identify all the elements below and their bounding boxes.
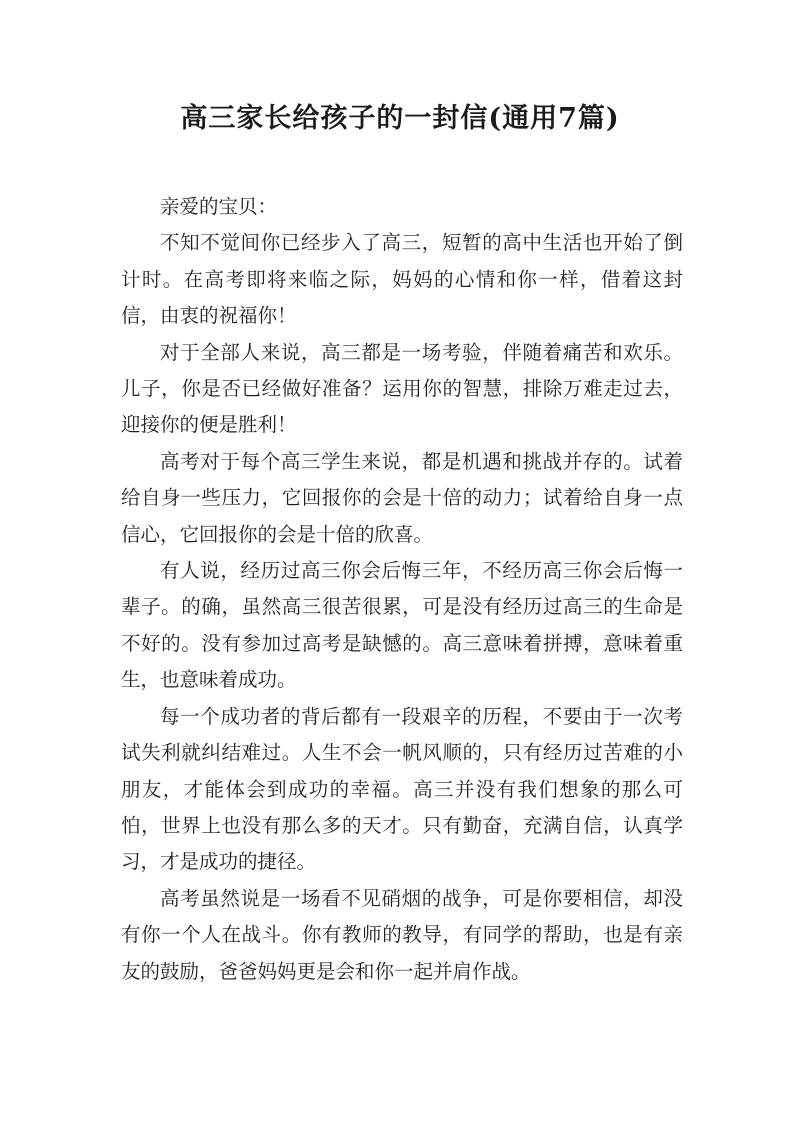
paragraph: 不知不觉间你已经步入了高三，短暂的高中生活也开始了倒计时。在高考即将来临之际，妈妈的心情和你一样，借着这封信，由衷的祝福你！ — [121, 231, 683, 328]
paragraph: 有人说，经历过高三你会后悔三年，不经历高三你会后悔一辈子。的确，虽然高三很苦很累，可是没有经历过高三的生命是不好的。没有参加过高考是缺憾的。高三意味着拼搏，意味着重生，也意味着成功。 — [121, 559, 683, 692]
paragraph: 每一个成功者的背后都有一段艰辛的历程，不要由于一次考试失利就纠结难过。人生不会一帆风顺的，只有经历过苦难的小朋友，才能体会到成功的幸福。高三并没有我们想象的那么可怕，世界上也没有那么多的天才。只有勤奋，充满自信，认真学习，才是成功的捷径。 — [121, 704, 683, 874]
paragraph: 高考虽然说是一场看不见硝烟的战争，可是你要相信，却没有你一个人在战斗。你有教师的教导，有同学的帮助，也是有亲友的鼓励，爸爸妈妈更是会和你一起并肩作战。 — [121, 886, 683, 983]
paragraph: 对于全部人来说，高三都是一场考验，伴随着痛苦和欢乐。儿子，你是否已经做好准备？运用你的智慧，排除万难走过去，迎接你的便是胜利！ — [121, 340, 683, 437]
document-title: 高三家长给孩子的一封信(通用7篇) — [180, 103, 620, 134]
salutation: 亲爱的宝贝： — [160, 195, 278, 218]
letter-body — [121, 189, 683, 990]
paragraph: 高考对于每个高三学生来说，都是机遇和挑战并存的。试着给自身一些压力，它回报你的会是十倍的动力；试着给自身一点信心，它回报你的会是十倍的欣喜。 — [121, 449, 683, 546]
